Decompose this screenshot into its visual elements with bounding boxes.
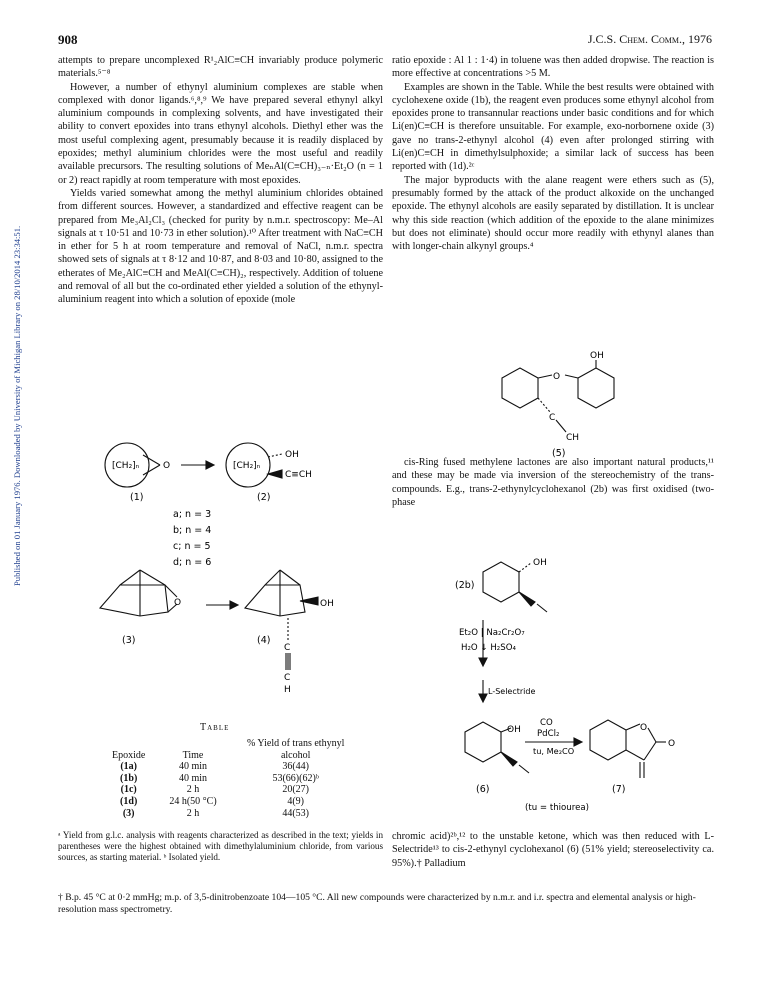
ethynyl: C≡CH: [285, 470, 312, 480]
paragraph: attempts to prepare uncomplexed R¹₂AlC≡CH invariably produce polymeric materials.⁵⁻⁸: [58, 55, 383, 80]
reagent-tu: tu, Me₂CO: [533, 746, 575, 756]
reagent-co: CO: [540, 718, 553, 728]
compound-label-2b: (2b): [455, 580, 475, 591]
reagents-1: Et₂O | Na₂Cr₂O₇: [459, 628, 525, 638]
cell-time: 40 min: [178, 761, 208, 773]
atom-h: H: [284, 685, 291, 695]
atom-oh: OH: [320, 599, 334, 609]
cell-epoxide: (3): [122, 807, 135, 819]
cell-time: 24 h(50 °C): [169, 795, 217, 807]
cell-epoxide: (1b): [120, 772, 138, 784]
reagent-pdcl2: PdCl₂: [537, 729, 560, 739]
atom-c: C: [284, 643, 291, 653]
col-time-header: Time: [182, 749, 204, 761]
atom-o: O: [553, 372, 561, 382]
compound-label-6: (6): [476, 784, 490, 795]
cell-time: 2 h: [186, 784, 200, 796]
compound-label-3: (3): [122, 635, 136, 646]
table-row: [100, 784, 363, 796]
atom-c: C: [284, 673, 291, 683]
provenance-sidebar: Published on 01 January 1976. Downloaded by University of Michigan Library on 28/10/2014 23:34:51.: [12, 225, 22, 586]
paragraph: ratio epoxide : Al 1 : 1·4) in toluene was then added dropwise. The reaction is more effective at concentrations >5 M.: [392, 55, 714, 80]
ring-label: [CH₂]ₙ: [112, 461, 140, 471]
table-row: [100, 773, 363, 785]
col-yield-header: % Yield of trans ethynyl alcohol: [246, 738, 345, 761]
cell-yield: 53(66)(62)ᵇ: [272, 772, 319, 784]
atom-o-ring: O: [640, 723, 648, 733]
right-column-text-2: [392, 456, 714, 509]
table-title: Table: [200, 722, 230, 733]
variant-b: b; n = 4: [173, 525, 212, 536]
variant-a: a; n = 3: [173, 509, 212, 520]
cell-yield: 4(9): [287, 795, 304, 807]
col-epoxide-header: Epoxide: [112, 749, 146, 761]
thiourea-note: (tu = thiourea): [525, 803, 589, 813]
variant-c: c; n = 5: [173, 541, 211, 552]
cell-time: 40 min: [178, 772, 208, 784]
left-column-text: [58, 54, 383, 307]
cell-epoxide: (1a): [120, 761, 137, 773]
table-row: [100, 796, 363, 808]
cell-time: 2 h: [186, 807, 200, 819]
table-row: [100, 761, 363, 773]
atom-oh: OH: [507, 725, 521, 735]
atom-oh: OH: [533, 558, 547, 568]
compound-label-2: (2): [257, 492, 271, 503]
page-footnote: † B.p. 45 °C at 0·2 mmHg; m.p. of 3,5-dinitrobenzoate 104—105 °C. All new compounds were characterized by n.m.r. and i.r. spectra and elemental analysis or high-resolution mass spectrometry.: [58, 892, 696, 915]
atom-o: O: [163, 461, 171, 471]
atom-o-carbonyl: O: [668, 739, 676, 749]
compound-label-7: (7): [612, 784, 626, 795]
atom-oh: OH: [590, 351, 604, 361]
cell-epoxide: (1c): [120, 784, 137, 796]
atom-o: O: [174, 598, 182, 608]
page-number: 908: [58, 32, 78, 47]
reagent-selectride: L-Selectride: [488, 687, 536, 696]
paragraph: Yields varied somewhat among the methyl aluminium chlorides obtained from different sources. However, a standardized and effective reagent can be prepared from Me₃Al₂Cl₃ (checked for purity by n.m.r. spectroscopy: Me–Al signals at τ 10·51 and 10·73 in ether solution).¹⁰ After treatment with NaC≡CH in ether for 5 h at room temperature and removal of NaCl, n.m.r. spectra showed sets of signals at τ 8·12 and 10·87, and 8·03 and 10·80, assigned to the etherates of Me₂AlC≡CH and MeAl(C≡CH)₂, respectively. Addition of toluene and removal of all but the co-ordinated ether yielded a solution of the ethynyl-aluminium reagent into which a solution of epoxide (mole: [58, 187, 383, 306]
cell-yield: 20(27): [282, 784, 309, 796]
atom-oh: OH: [285, 450, 299, 460]
compound-label-1: (1): [130, 492, 144, 503]
ring-label: [CH₂]ₙ: [233, 461, 261, 471]
yield-table: [100, 738, 363, 819]
right-column-continuation: chromic acid)²ᵇ,¹² to the unstable ketone, which was then reduced with L-Selectride¹³ to cis-2-ethynyl cyclohexanol (6) (51% yield; stereoselectivity ca. 95%).† Palladium: [392, 831, 714, 869]
running-head: J.C.S. Chem. Comm., 1976: [587, 32, 712, 46]
table-footnote: ᵃ Yield from g.l.c. analysis with reagents characterized as described in the text; yields in parentheses were the highest obtained with dimethylaluminium chloride, from various sources, as starting material. ᵇ Isolated yield.: [58, 830, 383, 862]
paragraph: Examples are shown in the Table. While the best results were obtained with cyclohexene oxide (1b), the reagent even produces some ethynyl alcohol from epoxides prone to transannular reactions under basic conditions and for which Li(en)C≡CH is therefore unsuitable. For example, exo-norbornene oxide (3) gave no trans-2-ethynyl alcohol (4) even after prolonged stirring with Li(en)C≡CH in dimethylsulphoxide; a similar lack of success has been reported with (1d).²ᶜ: [392, 81, 714, 173]
paragraph: The major byproducts with the alane reagent were ethers such as (5), presumably formed by the attack of the product alkoxide on the unchanged epoxide. The ethynyl alcohols are easily separated by distillation. It is unclear why this side reaction (which addition of the epoxide to the alane minimizes but does not eliminate) should occur more readily with ethynyl alanes than with longer-chain alkynyl groups.⁴: [392, 174, 714, 253]
table-row: [100, 808, 363, 820]
atom-ch: CH: [566, 433, 580, 443]
paragraph: cis-Ring fused methylene lactones are also important natural products,¹¹ and these may be made via inversion of the stereochemistry of the trans-compounds. E.g., trans-2-ethynylcyclohexanol (2b) was first oxidised (two-phase: [392, 457, 714, 508]
right-column-text: [392, 54, 714, 253]
paragraph: However, a number of ethynyl aluminium complexes are stable when complexed with donor ligands.⁶,⁸,⁹ We have prepared several ethynyl alkyl aluminium compounds in complexing solvents, and have investigated their ability to convert epoxides into trans ethynyl alcohols. Diethyl ether was the most useful complexing agent, presumably because it is readily displaced by epoxides; methyl aluminium chlorides were the most useful and readily available precursors. The resulting solutions of MeₙAl(C≡CH)₃₋ₙ·Et₂O (n = 1 or 2) react rapidly at room temperature with most epoxides.: [58, 81, 383, 186]
cell-yield: 44(53): [282, 807, 309, 819]
cell-epoxide: (1d): [120, 795, 138, 807]
cell-yield: 36(44): [282, 761, 309, 773]
variant-d: d; n = 6: [173, 557, 212, 568]
compound-label-4: (4): [257, 635, 271, 646]
compound-label-5: (5): [552, 448, 566, 459]
reagents-2: H₂O ↓ H₂SO₄: [461, 643, 516, 653]
atom-c: C: [549, 413, 556, 423]
